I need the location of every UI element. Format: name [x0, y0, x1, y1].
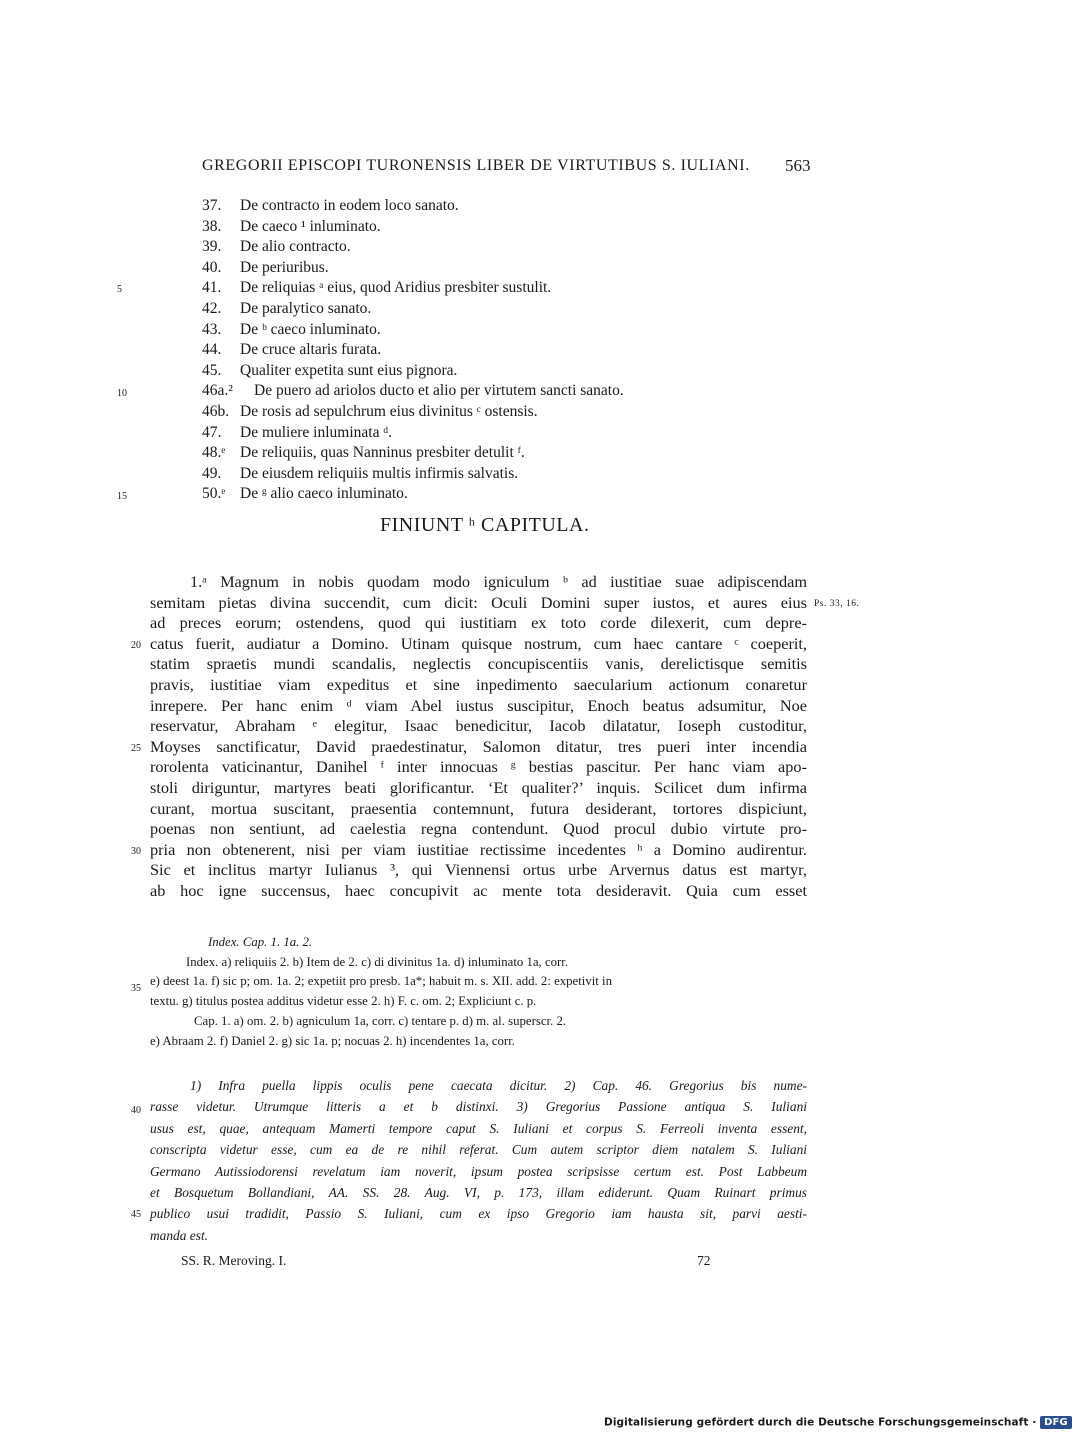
- funding-text: Digitalisierung gefördert durch die Deutsche Forschungsgemeinschaft ·: [604, 1416, 1037, 1429]
- footnote-line: 1) Infra puella lippis oculis pene caecata dicitur. 2) Cap. 46. Gregorius bis nume-: [190, 1078, 807, 1093]
- body-line: rorolenta vaticinantur, Danihel ᶠ inter innocuas ᵍ bestias pascitur. Per hanc viam apo-: [150, 757, 807, 777]
- apparatus-line: e) deest 1a. f) sic p; om. 1a. 2; expetiit pro presb. 1a*; habuit m. s. XII. add. 2: expetivit in: [150, 974, 612, 989]
- chapter-item: 49. De eiusdem reliquiis multis infirmis salvatis.: [202, 464, 519, 482]
- apparatus-line: e) Abraam 2. f) Daniel 2. g) sic 1a. p; nocuas 2. h) incendentes 1a, corr.: [150, 1033, 515, 1048]
- body-line: poenas non sentiunt, ad caelestia regna contendunt. Quod procul dubio virtute pro-: [150, 819, 807, 839]
- footnote-line: conscripta videtur esse, cum ea de re nihil referat. Cum autem scriptor diem natalem S. Iuliani: [150, 1142, 807, 1158]
- signature-mark: SS. R. Meroving. I.: [181, 1253, 287, 1268]
- line-number: 15: [117, 491, 127, 502]
- body-line: Sic et inclitus martyr Iulianus ³, qui Viennensi ortus urbe Arvernus datus est martyr,: [150, 860, 807, 880]
- page-number: 563: [785, 156, 811, 175]
- section-title: FINIUNT ʰ CAPITULA.: [380, 514, 590, 536]
- footnote-line: usus est, quae, antequam Mamerti tempore caput S. Iuliani et corpus S. Ferreoli inventa essent,: [150, 1120, 807, 1136]
- margin-reference: Ps. 33, 16.: [814, 599, 860, 609]
- body-line: ad preces eorum; ostendens, quod qui iustitiam ex toto corde dilexerit, cum depre-: [150, 613, 807, 633]
- line-number: 10: [117, 388, 127, 399]
- chapter-item: 50.ᵉ De ᵍ alio caeco inluminato.: [202, 485, 408, 503]
- apparatus-line: Index. Cap. 1. 1a. 2.: [208, 935, 313, 949]
- chapter-item: 43. De ᵇ caeco inluminato.: [202, 320, 381, 338]
- line-number: 5: [117, 284, 122, 295]
- chapter-item: 42. De paralytico sanato.: [202, 299, 372, 317]
- chapter-item: 48.ᵉ De reliquiis, quas Nanninus presbiter detulit ᶠ.: [202, 444, 525, 462]
- running-title: GREGORII EPISCOPI TURONENSIS LIBER DE VIRTUTIBUS S. IULIANI.: [202, 157, 750, 174]
- critical-apparatus: [150, 933, 807, 1051]
- chapter-list: [202, 196, 624, 505]
- funding-notice: [604, 1416, 1072, 1429]
- body-line: catus fuerit, audiatur a Domino. Utinam quisque nostrum, cum haec cantare ᶜ coeperit,: [150, 633, 807, 653]
- apparatus-line: textu. g) titulus postea additus videtur esse 2. h) F. c. om. 2; Expliciunt c. p.: [150, 994, 537, 1009]
- footnote-line: Germano Autissiodorensi revelatum iam noverit, ipsum postea scripsisse certum est. Post Labbeum: [150, 1163, 807, 1179]
- chapter-body: [150, 572, 807, 902]
- footnotes: [150, 1075, 807, 1246]
- chapter-item: 38. De caeco ¹ inluminato.: [202, 217, 381, 235]
- body-line: inrepere. Per hanc enim ᵈ viam Abel iustus suscipitur, Enoch beatus adsumitur, Noe: [150, 695, 807, 715]
- body-line: pria non obtenerent, nisi per viam iustitiae rectissime incedentes ʰ a Domino audirentur.: [150, 839, 807, 859]
- line-number: 25: [131, 743, 141, 754]
- body-line: stoli diriguntur, martyres beati glorificantur. ‘Et qualiter?’ inquis. Scilicet dum infirma: [150, 777, 807, 797]
- body-line: statim spraetis mundi scandalis, neglectis concupiscentiis vanis, derelictisque semitis: [150, 654, 807, 674]
- footnote-line: rasse videtur. Utrumque litteris a et b distinxi. 3) Gregorius Passione antiqua S. Iuliani: [150, 1099, 807, 1115]
- footnote-line: et Bosquetum Bollandiani, AA. SS. 28. Aug. VI, p. 173, illam ediderunt. Quam Ruinart primus: [150, 1185, 807, 1201]
- chapter-item: 41. De reliquias ᵃ eius, quod Aridius presbiter sustulit.: [202, 279, 552, 297]
- footnote-line: publico usui tradidit, Passio S. Iuliani, cum ex ipso Gregorio iam hausta sit, parvi aesti-: [150, 1206, 807, 1222]
- sheet-number: 72: [697, 1253, 711, 1268]
- chapter-item: 47. De muliere inluminata ᵈ.: [202, 423, 393, 441]
- line-number: 40: [131, 1105, 141, 1116]
- footnote-line: manda est.: [150, 1227, 209, 1243]
- body-line: semitam pietas divina succendit, cum dicit: Oculi Domini super iustos, et aures eius: [150, 592, 807, 612]
- chapter-item: 40. De periuribus.: [202, 258, 329, 276]
- chapter-item: 46b. De rosis ad sepulchrum eius divinitus ᶜ ostensis.: [202, 402, 538, 420]
- line-number: 20: [131, 640, 141, 651]
- body-line: pravis, iustitiae viam expeditus et sine inpedimento saecularium actionum conaretur: [150, 674, 807, 694]
- apparatus-line: Index. a) reliquiis 2. b) Item de 2. c) di divinitus 1a. d) inluminato 1a, corr.: [186, 954, 569, 969]
- line-number: 35: [131, 983, 141, 994]
- line-number: 45: [131, 1209, 141, 1220]
- body-line: Moyses sanctificatur, David praedestinatur, Salomon ditatur, tres pueri inter incendia: [150, 736, 807, 756]
- chapter-item: 46a.² De puero ad ariolos ducto et alio per virtutem sancti sanato.: [202, 382, 624, 400]
- body-line: ab hoc igne succensus, haec concupivit ac mente tota desideravit. Quia cum esset: [150, 880, 807, 900]
- apparatus-line: Cap. 1. a) om. 2. b) agniculum 1a, corr. c) tentare p. d) m. al. superscr. 2.: [194, 1013, 567, 1028]
- body-line: reservatur, Abraham ᵉ elegitur, Isaac benedicitur, Iacob dilatatur, Ioseph custoditur,: [150, 716, 807, 736]
- chapter-item: 39. De alio contracto.: [202, 238, 351, 256]
- chapter-item: 45. Qualiter expetita sunt eius pignora.: [202, 361, 458, 379]
- dfg-logo: DFG: [1040, 1416, 1072, 1429]
- body-line: 1.ᵃ Magnum in nobis quodam modo igniculum ᵇ ad iustitiae suae adipiscendam: [190, 572, 807, 591]
- body-line: curant, mortua suscitant, praesentia contemnunt, futura desiderant, tortores dispiciunt,: [150, 798, 807, 818]
- chapter-item: 44. De cruce altaris furata.: [202, 341, 382, 359]
- line-number: 30: [131, 846, 141, 857]
- chapter-item: 37. De contracto in eodem loco sanato.: [202, 197, 459, 214]
